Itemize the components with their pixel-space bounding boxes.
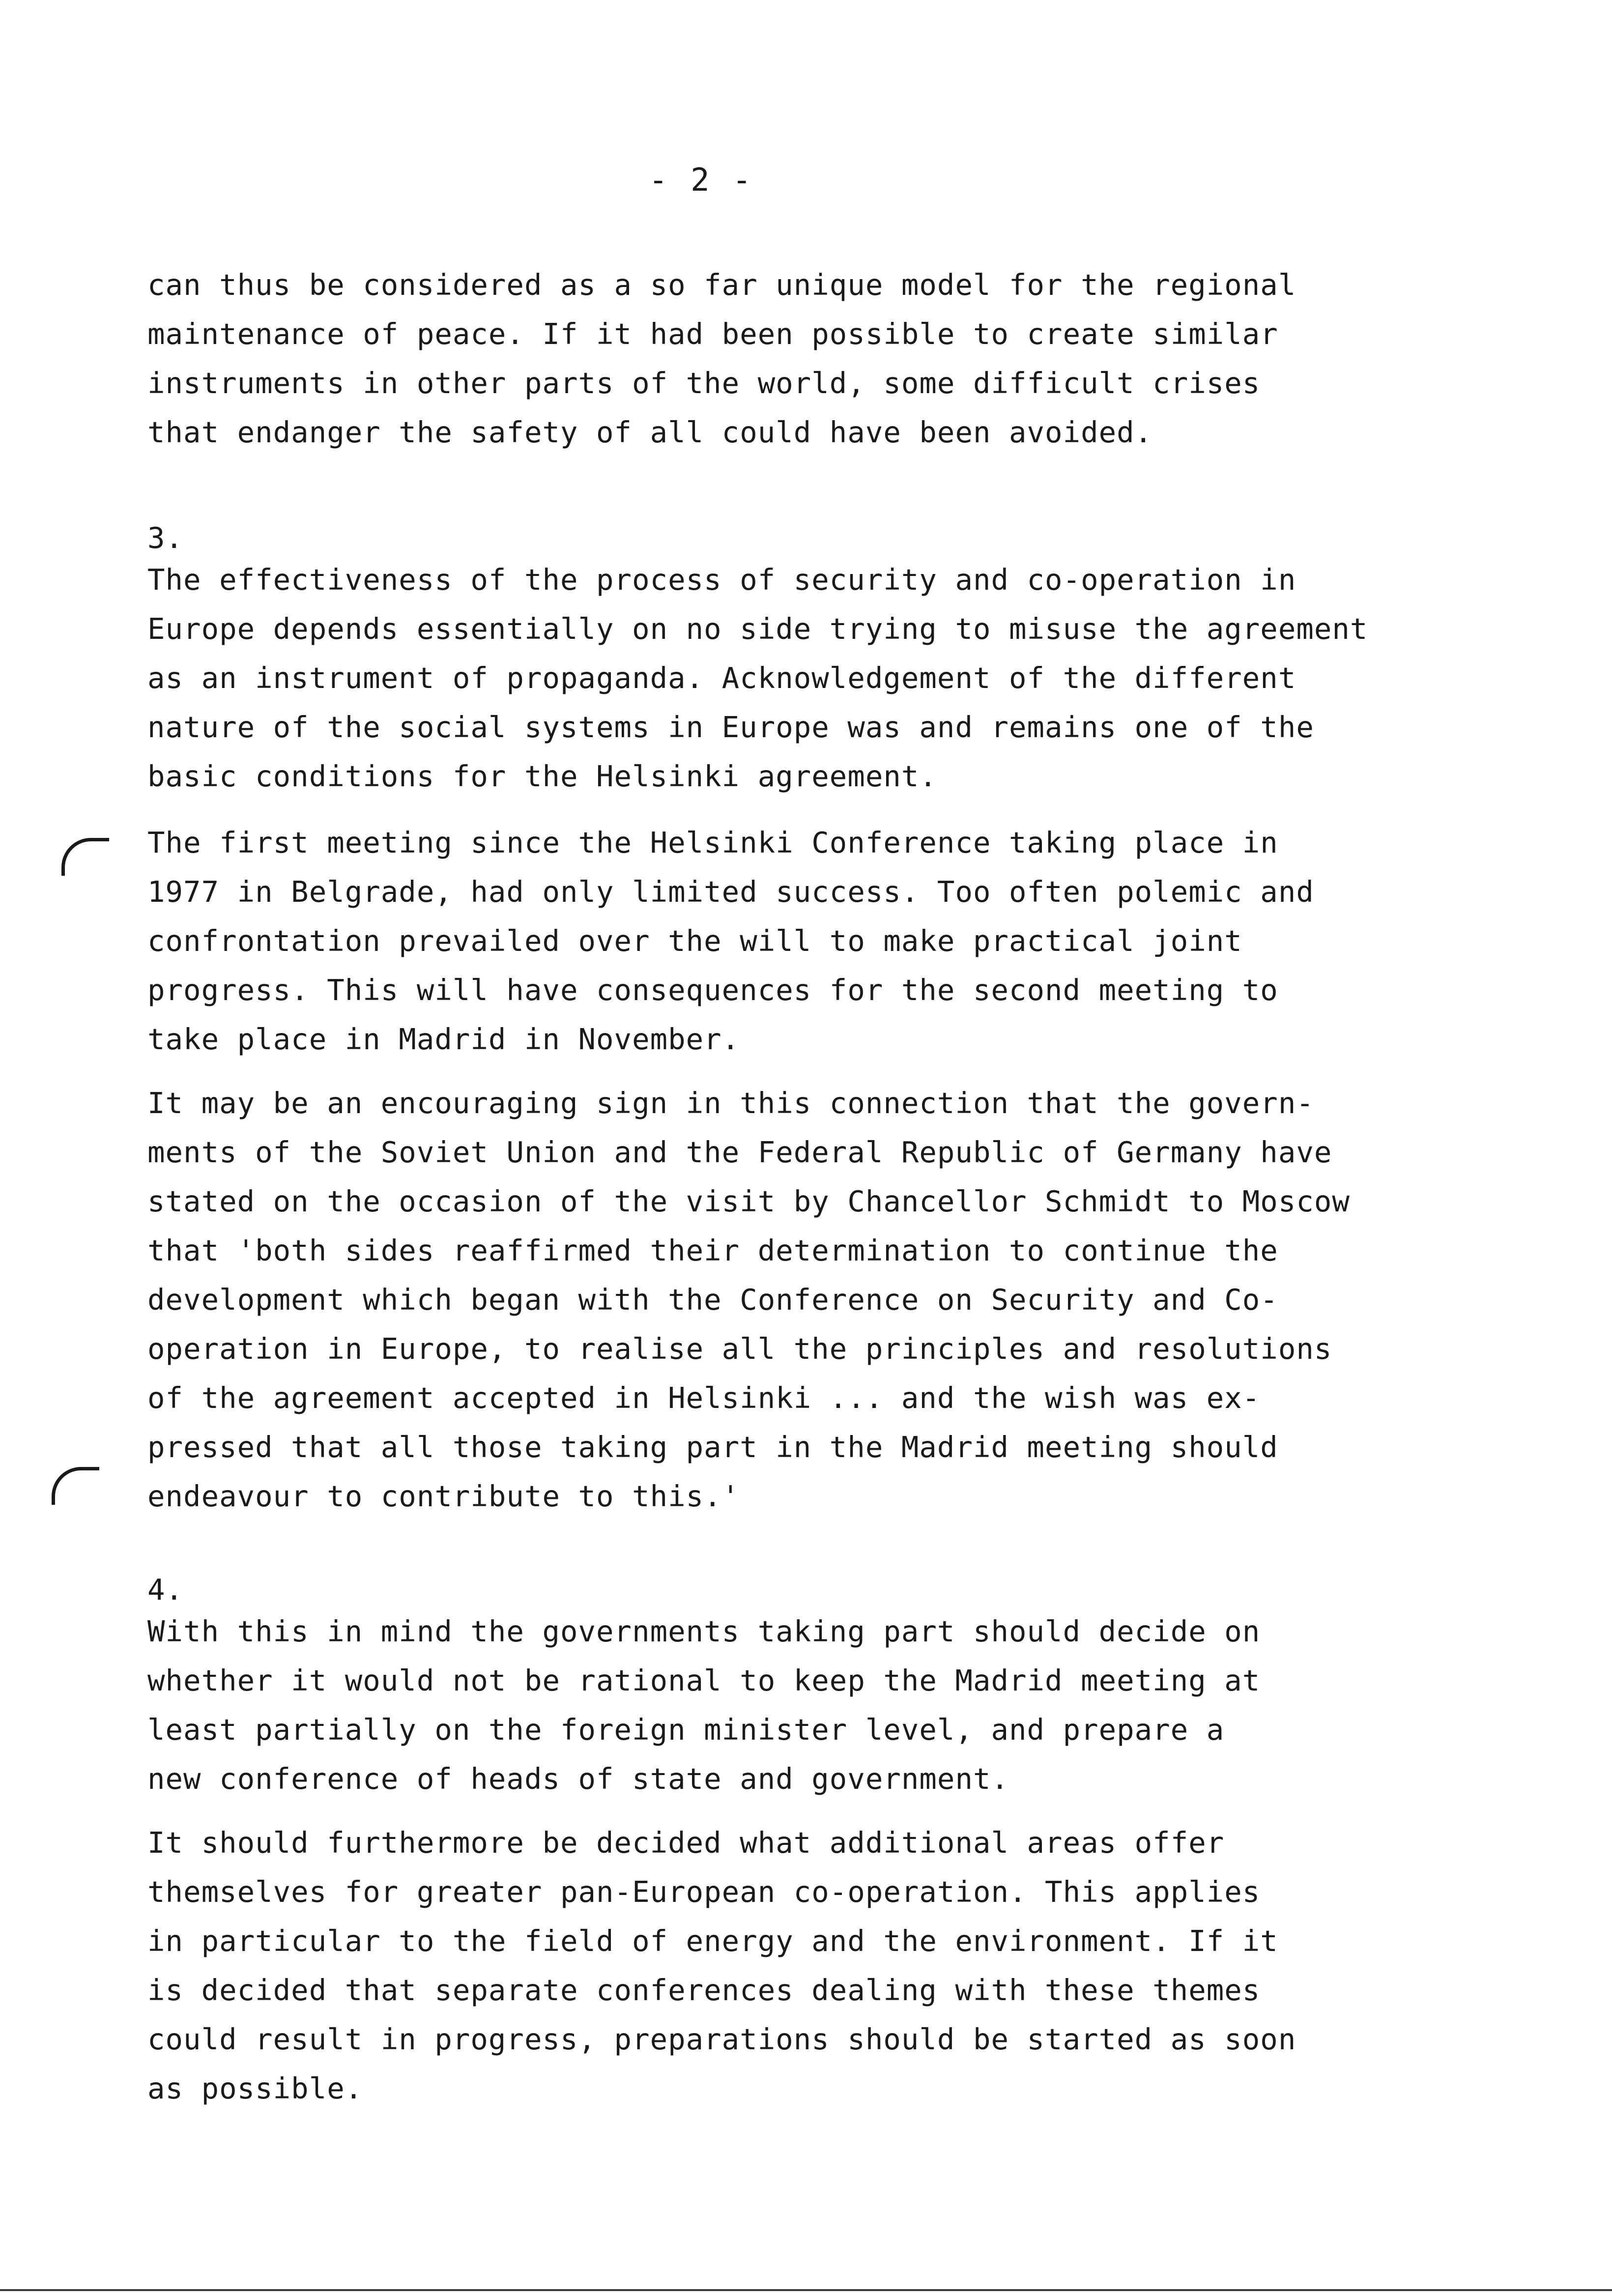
- text-line: The first meeting since the Helsinki Conference taking place in: [147, 826, 1278, 860]
- section-number: 3.: [147, 521, 184, 555]
- text-line: basic conditions for the Helsinki agreement.: [147, 759, 937, 793]
- margin-mark: [52, 1467, 99, 1505]
- text-line: stated on the occasion of the visit by Chancellor Schmidt to Moscow: [147, 1184, 1350, 1218]
- text-line: as possible.: [147, 2071, 363, 2105]
- text-line: in particular to the field of energy and the environment. If it: [147, 1924, 1278, 1958]
- text-line: endeavour to contribute to this.': [147, 1479, 740, 1513]
- text-line: It may be an encouraging sign in this connection that the govern-: [147, 1086, 1314, 1120]
- text-line: can thus be considered as a so far unique model for the regional: [147, 268, 1296, 302]
- page-number: - 2 -: [649, 162, 753, 199]
- text-line: of the agreement accepted in Helsinki ... and the wish was ex-: [147, 1381, 1261, 1415]
- text-line: The effectiveness of the process of security and co-operation in: [147, 563, 1296, 597]
- margin-mark: [61, 838, 109, 876]
- page-edge-line: [0, 2289, 1612, 2291]
- text-line: instruments in other parts of the world, some difficult crises: [147, 366, 1261, 400]
- text-line: With this in mind the governments taking part should decide on: [147, 1614, 1261, 1648]
- text-line: ments of the Soviet Union and the Federal Republic of Germany have: [147, 1135, 1332, 1169]
- text-line: that 'both sides reaffirmed their determination to continue the: [147, 1234, 1278, 1267]
- text-line: whether it would not be rational to keep the Madrid meeting at: [147, 1664, 1261, 1697]
- text-line: maintenance of peace. If it had been possible to create similar: [147, 317, 1278, 351]
- text-line: themselves for greater pan-European co-operation. This applies: [147, 1875, 1261, 1909]
- text-line: new conference of heads of state and government.: [147, 1762, 1009, 1796]
- text-line: that endanger the safety of all could have been avoided.: [147, 415, 1153, 449]
- text-line: could result in progress, preparations should be started as soon: [147, 2022, 1296, 2056]
- section-number: 4.: [147, 1573, 184, 1607]
- text-line: least partially on the foreign minister level, and prepare a: [147, 1713, 1225, 1747]
- text-line: Europe depends essentially on no side trying to misuse the agreement: [147, 612, 1368, 646]
- text-line: It should furthermore be decided what additional areas offer: [147, 1826, 1225, 1860]
- text-line: pressed that all those taking part in the Madrid meeting should: [147, 1430, 1278, 1464]
- text-line: 1977 in Belgrade, had only limited success. Too often polemic and: [147, 875, 1314, 909]
- text-line: as an instrument of propaganda. Acknowledgement of the different: [147, 661, 1296, 695]
- text-line: nature of the social systems in Europe was and remains one of the: [147, 710, 1314, 744]
- text-line: take place in Madrid in November.: [147, 1022, 740, 1056]
- text-line: development which began with the Conference on Security and Co-: [147, 1283, 1278, 1317]
- text-line: is decided that separate conferences dealing with these themes: [147, 1973, 1261, 2007]
- text-line: operation in Europe, to realise all the principles and resolutions: [147, 1332, 1332, 1366]
- text-line: progress. This will have consequences for the second meeting to: [147, 973, 1278, 1007]
- text-line: confrontation prevailed over the will to make practical joint: [147, 924, 1242, 958]
